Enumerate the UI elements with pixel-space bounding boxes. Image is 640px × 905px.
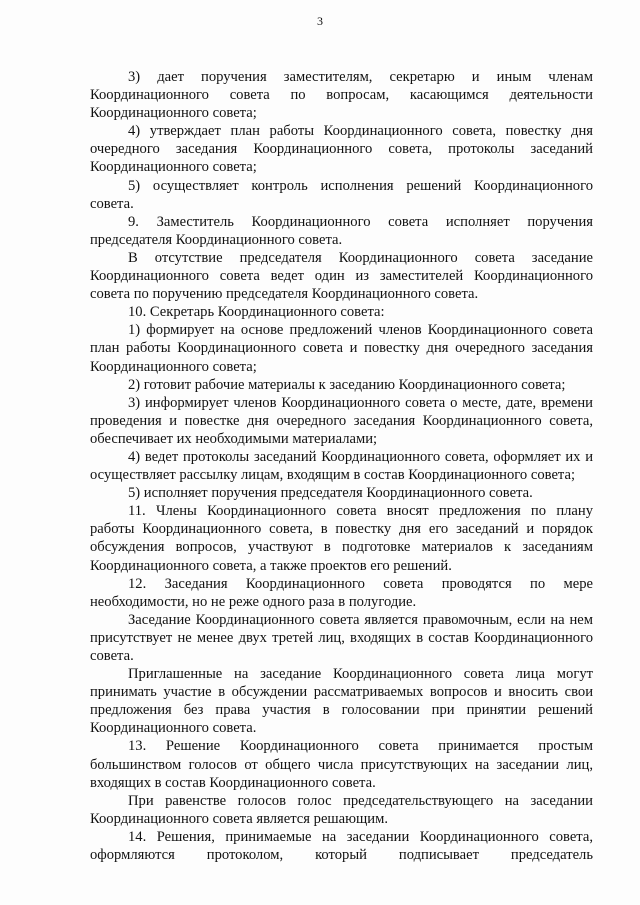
paragraph: 3) информирует членов Координационного совета о месте, дате, времени проведения и повестке дня очередного заседания Координационного совета, обеспечивает их необходимыми материалами; <box>90 394 593 447</box>
page-number: 3 <box>317 14 323 28</box>
paragraph: 4) утверждает план работы Координационного совета, повестку дня очередного заседания Координационного совета, протоколы заседаний Координационного совета; <box>90 123 593 176</box>
paragraph: 10. Секретарь Координационного совета: <box>128 304 385 321</box>
paragraph: При равенстве голосов голос председательствующего на заседании Координационного совета является решающим. <box>90 792 593 827</box>
paragraph: Заседание Координационного совета является правомочным, если на нем присутствует не менее двух третей лиц, входящих в состав Координационного совета. <box>90 611 593 664</box>
paragraph: 1) формирует на основе предложений членов Координационного совета план работы Координационного совета и повестку дня очередного заседания Координационного совета; <box>90 322 593 375</box>
paragraph: 9. Заместитель Координационного совета исполняет поручения председателя Координационного совета. <box>90 213 593 248</box>
paragraph: Приглашенные на заседание Координационного совета лица могут принимать участие в обсуждении рассматриваемых вопросов и вносить свои предложения без права участия в голосовании при принятии решений Координационного совета. <box>90 666 593 737</box>
paragraph: 5) исполняет поручения председателя Координационного совета. <box>128 485 533 502</box>
paragraph: 4) ведет протоколы заседаний Координационного совета, оформляет их и осуществляет рассылку лицам, входящим в состав Координационного совета; <box>90 448 593 484</box>
paragraph: 5) осуществляет контроль исполнения решений Координационного совета. <box>90 177 593 212</box>
document-body <box>90 68 593 864</box>
paragraph: 13. Решение Координационного совета принимается простым большинством голосов от общего числа присутствующих на заседании лиц, входящих в состав Координационного совета. <box>90 738 593 791</box>
paragraph: 14. Решения, принимаемые на заседании Координационного совета, оформляются протоколом, который подписывает председатель <box>90 828 593 864</box>
paragraph: В отсутствие председателя Координационного совета заседание Координационного совета ведет один из заместителей Координационного совета по поручению председателя Координационного совета. <box>90 249 593 303</box>
paragraph: 2) готовит рабочие материалы к заседанию Координационного совета; <box>128 376 566 393</box>
paragraph: 3) дает поручения заместителям, секретарю и иным членам Координационного совета по вопросам, касающимся деятельности Координационного совета; <box>90 69 593 122</box>
paragraph: 11. Члены Координационного совета вносят предложения по плану работы Координационного совета, в повестку дня его заседаний и порядок обсуждения вопросов, участвуют в подготовке материалов к заседаниям Координационного совета, а также проектов его решений. <box>90 503 593 574</box>
paragraph: 12. Заседания Координационного совета проводятся по мере необходимости, но не реже одного раза в полугодие. <box>90 575 593 610</box>
